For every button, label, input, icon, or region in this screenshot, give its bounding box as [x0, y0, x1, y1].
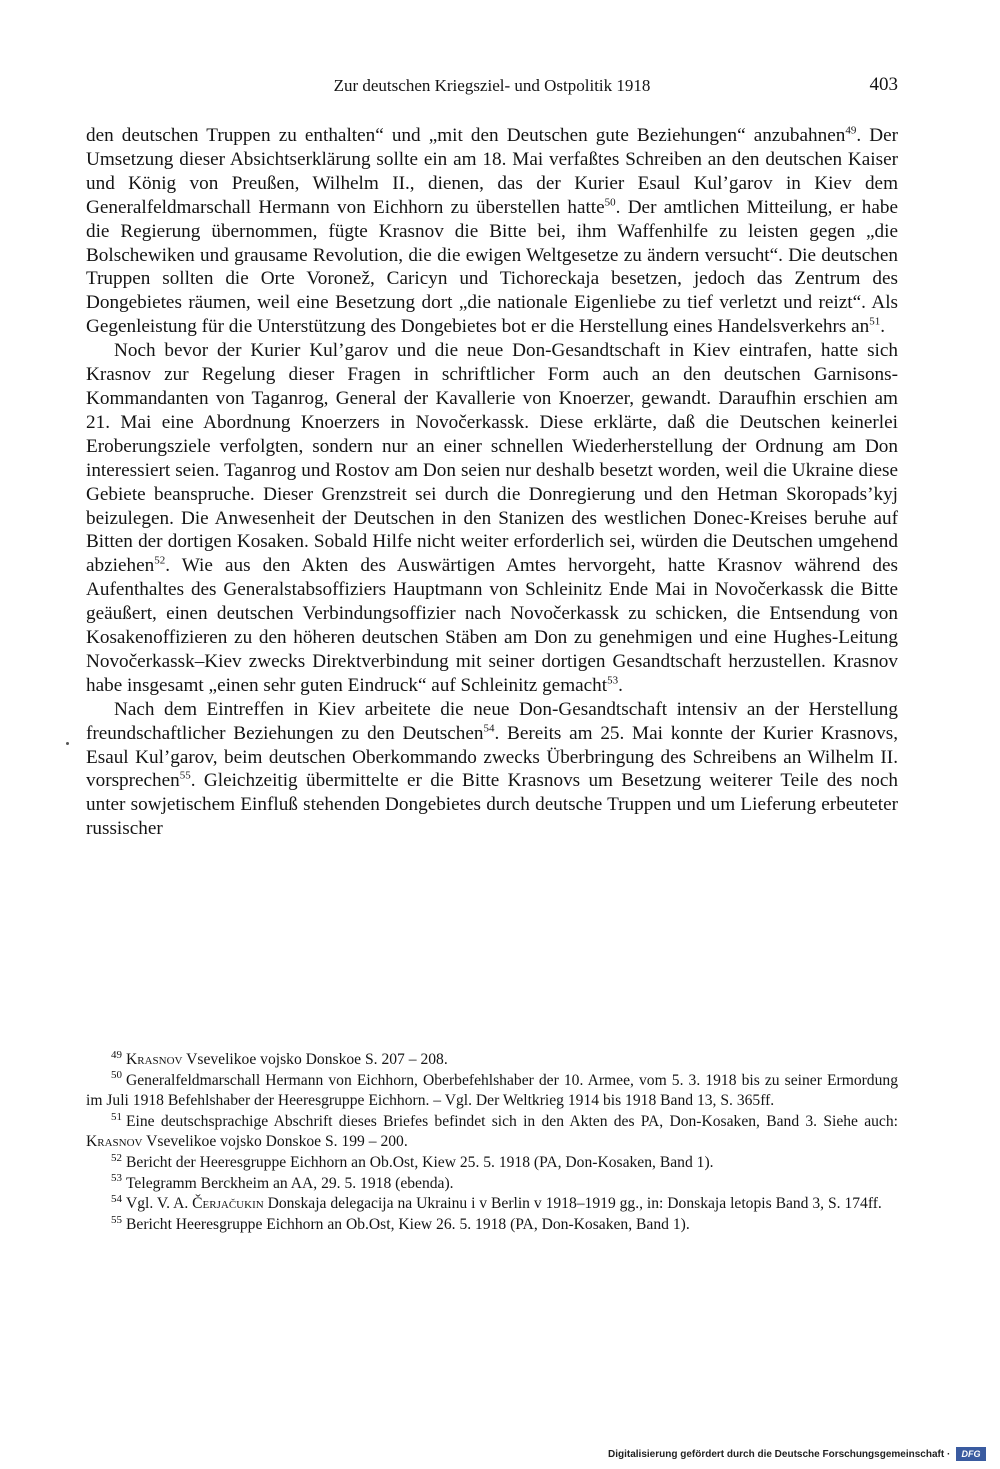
footnote-49	[86, 1050, 898, 1071]
footnote-number: 54	[111, 1192, 122, 1205]
text-run: . Der Umsetzung dieser Absichtserklärung sollte ein am 18. Mai verfaßtes Schreiben an den deutschen Kaiser und König von Preußen, Wilhelm II., dienen, das der Kurier Esaul Kul’garov in Kiev dem Generalfeldmarschall Hermann von Eichhorn zu überstellen hatte	[86, 125, 898, 218]
text-run: Donskaja delegacija na Ukrainu i v Berlin v 1918–1919 gg., in: Donskaja letopis Band 3, S. 174ff.	[263, 1195, 882, 1213]
running-header	[86, 76, 898, 102]
text-run: Bericht der Heeresgruppe Eichhorn an Ob.Ost, Kiew 25. 5. 1918 (PA, Don-Kosaken, Band 1).	[126, 1153, 714, 1171]
text-run: Nach dem Eintreffen in Kiev arbeitete die neue Don-Gesandtschaft intensiv an der Herstellung freundschaftlicher Beziehungen zu den Deutschen	[86, 698, 898, 744]
text-run: Vsevelikoe vojsko Donskoe S. 207 – 208.	[182, 1051, 448, 1068]
text-run: . Gleichzeitig übermittelte er die Bitte Krasnovs um Besetzung weiterer Teile des noch unter sowjetischem Einfluß stehenden Dongebietes durch deutsche Truppen und um Lieferung erbeuteter russischer	[86, 770, 898, 840]
text-run: Vgl. V. A.	[126, 1195, 193, 1213]
footnote-ref: 54	[483, 722, 495, 735]
footnote-ref: 49	[845, 124, 857, 137]
footnote-number: 52	[111, 1151, 122, 1164]
footnote-ref: 55	[179, 770, 191, 783]
text-run: . Bereits am 25. Mai konnte der Kurier Krasnovs, Esaul Kul’garov, beim deutschen Oberkommando zwecks Überbringung des Schreibens an Wilhelm II. vorsprechen	[86, 722, 898, 792]
footnote-number: 53	[111, 1172, 122, 1185]
footnote-number: 49	[111, 1048, 122, 1061]
footnote-54	[86, 1194, 898, 1215]
footnote-55	[86, 1215, 898, 1236]
footnote-52	[86, 1153, 898, 1174]
paragraph-2	[86, 339, 898, 698]
text-run: Bericht Heeresgruppe Eichhorn an Ob.Ost, Kiew 26. 5. 1918 (PA, Don-Kosaken, Band 1).	[126, 1215, 690, 1233]
footnote-51	[86, 1112, 898, 1153]
footnote-number: 50	[111, 1069, 122, 1082]
text-run: den deutschen Truppen zu enthalten“ und „mit den Deutschen gute Beziehungen“ anzubahnen	[86, 125, 846, 146]
footnote-50	[86, 1071, 898, 1112]
footnotes	[86, 1050, 898, 1235]
digitization-credit	[608, 1446, 986, 1464]
footnote-ref: 50	[604, 196, 616, 209]
dfg-logo: DFG	[956, 1447, 986, 1461]
paragraph-1	[86, 124, 898, 339]
text-run: .	[618, 674, 623, 696]
footnote-ref: 52	[154, 554, 166, 567]
footnote-number: 51	[111, 1110, 122, 1123]
footnote-ref: 53	[607, 674, 619, 687]
text-run: . Wie aus den Akten des Auswärtigen Amtes hervorgeht, hatte Krasnov während des Aufenthaltes des Generalstabsoffiziers Hauptmann von Schleinitz Ende Mai in Novočerkassk die Bitte geäußert, einen deutschen Verbindungsoffizier nach Novočerkassk zu schicken, die Entsendung von Kosakenoffizieren zu den höheren deutschen Stäben am Don zu genehmigen und eine Hughes-Leitung Novočerkassk–Kiev zwecks Direktverbindung mit seiner dortigen Gesandtschaft herzustellen. Krasnov habe insgesamt „einen sehr guten Eindruck“ auf Schleinitz gemacht	[86, 555, 898, 696]
text-run: Generalfeldmarschall Hermann von Eichhorn, Oberbefehlshaber der 10. Armee, vom 5. 3. 1918 bis zu seiner Ermordung im Juli 1918 Befehlshaber der Heeresgruppe Eichhorn. – Vgl. Der Weltkrieg 1914 bis 1918 Band 13, S. 365ff.	[86, 1071, 898, 1110]
text-run: . Der amtlichen Mitteilung, er habe die Regierung übernommen, fügte Krasnov die Bitte bei, ihm Waffenhilfe zu leisten gegen „die Bolschewiken und grausame Revolution, die die ewigen Weltgesetze zu ändern versucht“. Die deutschen Truppen sollten die Orte Voronež, Caricyn und Tichoreckaja besetzen, jedoch das Zentrum des Dongebietes räumen, weil eine Besetzung dort „die nationale Eigenliebe zu tief verletzt und reizt“. Als Gegenleistung für die Unterstützung des Dongebietes bot er die Herstellung eines Handelsverkehrs an	[86, 196, 898, 338]
author-name: Krasnov	[126, 1051, 183, 1068]
footnote-ref: 51	[869, 315, 881, 328]
text-run: Eine deutschsprachige Abschrift dieses Briefes befindet sich in den Akten des PA, Don-Kosaken, Band 3. Siehe auch:	[126, 1112, 898, 1130]
page-number: 403	[869, 74, 898, 95]
text-run: .	[880, 316, 886, 338]
text-run: Noch bevor der Kurier Kul’garov und die neue Don-Gesandtschaft in Kiev eintrafen, hatte sich Krasnov zur Regelung dieser Fragen in schriftlicher Form auch an den deutschen Garnisons-Kommandanten von Taganrog, General der Kavallerie von Knoerzer, gewandt. Daraufhin erschien am 21. Mai eine Abordnung Knoerzers in Novočerkassk. Diese erklärte, daß die Deutschen keinerlei Eroberungsziele verfolgten, sondern nur an einer schnellen Wiederherstellung der Ordnung am Don interessiert seien. Taganrog und Rostov am Don seien nur deshalb besetzt worden, weil die Ukraine diese Gebiete beanspruche. Dieser Grenzstreit sei durch die Donregierung und den Hetman Skoropads’kyj beizulegen. Die Anwesenheit der Deutschen in den Stanizen des westlichen Donec-Kreises beruhe auf Bitten der dortigen Kosaken. Sobald Hilfe nicht weiter erforderlich sei, würden die Deutschen umgehend abziehen	[86, 340, 898, 577]
running-title: Zur deutschen Kriegsziel- und Ostpolitik 1918	[333, 76, 651, 95]
paragraph-3	[86, 698, 898, 841]
credit-text: Digitalisierung gefördert durch die Deutsche Forschungsgemeinschaft ·	[608, 1449, 951, 1460]
margin-mark	[66, 742, 69, 745]
footnote-53	[86, 1174, 898, 1195]
text-run: Vsevelikoe vojsko Donskoe S. 199 – 200.	[142, 1133, 408, 1151]
main-text	[86, 124, 898, 841]
footnote-number: 55	[111, 1213, 122, 1226]
text-run: Telegramm Berckheim an AA, 29. 5. 1918 (ebenda).	[126, 1174, 454, 1192]
author-name: Čerjačukin	[192, 1195, 264, 1213]
author-name: Krasnov	[86, 1133, 143, 1151]
